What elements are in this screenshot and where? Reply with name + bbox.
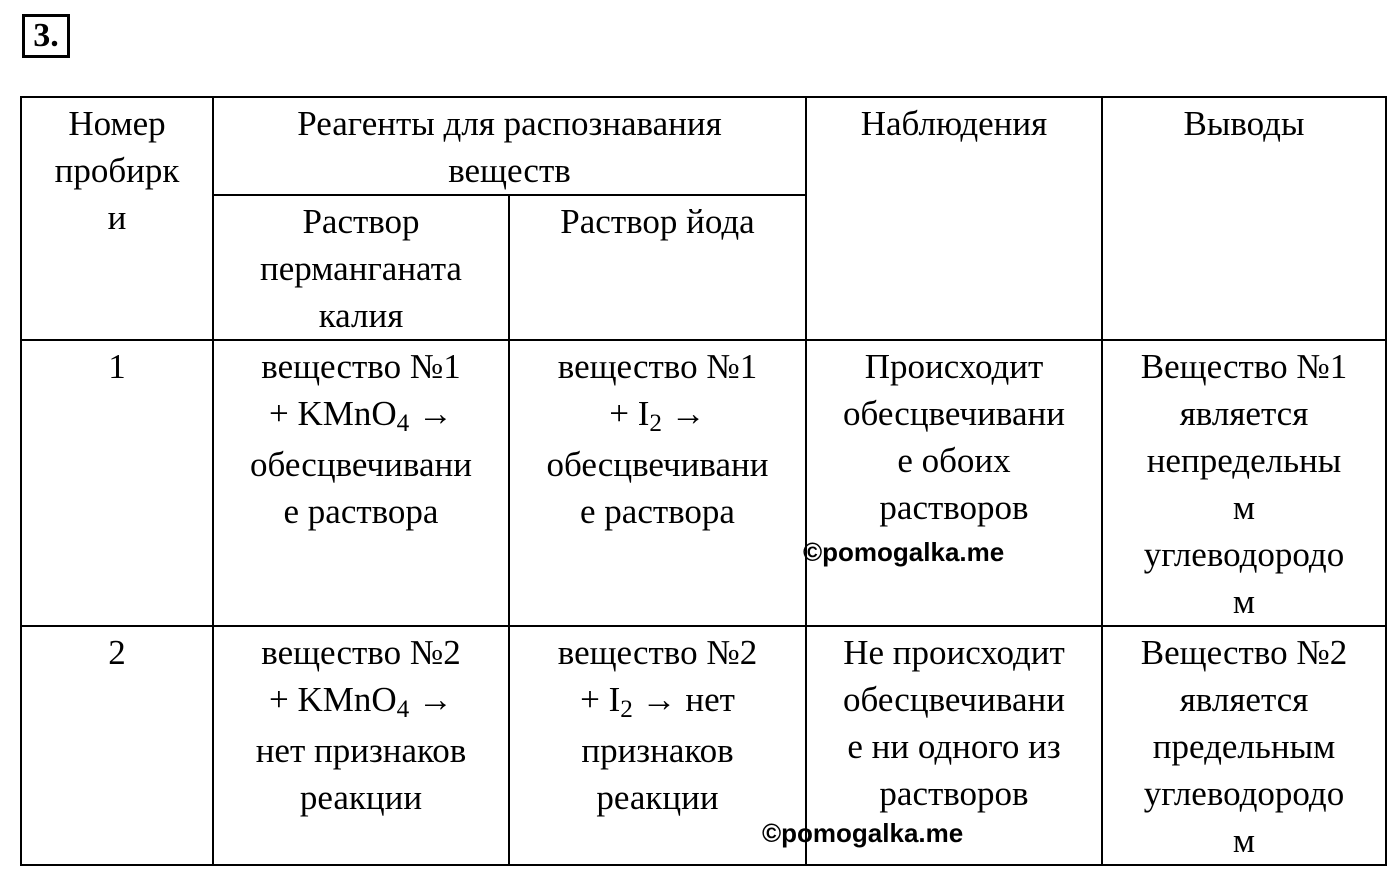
row2-conclusion: Вещество №2 является предельным углеводородо м bbox=[1102, 626, 1386, 865]
row2-kmno4: вещество №2 + KMnO4 → нет признаков реакции bbox=[213, 626, 509, 865]
task-number: 3. bbox=[22, 14, 70, 58]
header-kmno4-solution: Раствор перманганата калия bbox=[213, 195, 509, 340]
table-row bbox=[21, 340, 1386, 626]
row1-kmno4: вещество №1 + KMnO4 → обесцвечивани е раствора bbox=[213, 340, 509, 626]
row2-iodine: вещество №2 + I2 → нет признаков реакции bbox=[509, 626, 806, 865]
watermark: ©pomogalka.me bbox=[762, 818, 964, 848]
header-conclusions: Выводы bbox=[1102, 97, 1386, 340]
table-row bbox=[21, 626, 1386, 865]
header-observations: Наблюдения bbox=[806, 97, 1102, 340]
row2-observation: Не происходит обесцвечивани е ни одного из растворов bbox=[806, 626, 1102, 865]
watermark: ©pomogalka.me bbox=[803, 537, 1005, 567]
header-tube-number: Номер пробирк и bbox=[21, 97, 213, 340]
reagents-table bbox=[20, 96, 1387, 866]
row1-iodine: вещество №1 + I2 → обесцвечивани е раствора bbox=[509, 340, 806, 626]
row1-tube: 1 bbox=[21, 340, 213, 626]
row1-observation: Происходит обесцвечивани е обоих растворов bbox=[806, 340, 1102, 626]
header-iodine-solution: Раствор йода bbox=[509, 195, 806, 340]
row2-tube: 2 bbox=[21, 626, 213, 865]
row1-conclusion: Вещество №1 является непредельны м углеводородо м bbox=[1102, 340, 1386, 626]
header-reagents: Реагенты для распознавания веществ bbox=[213, 97, 806, 195]
